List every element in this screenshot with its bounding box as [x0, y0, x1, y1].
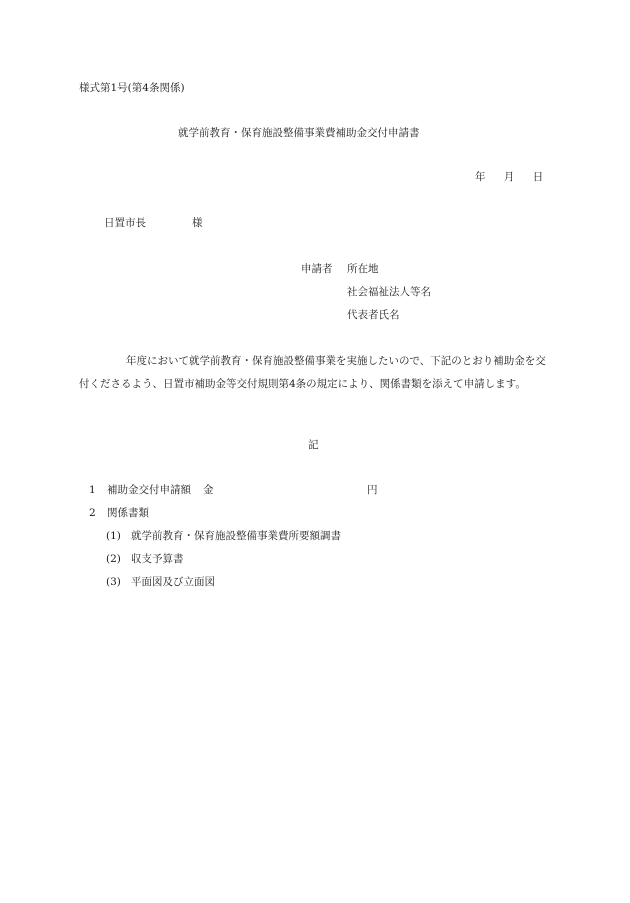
addressee-honorific: 様 [192, 217, 203, 229]
date-line [475, 172, 543, 183]
sub-item-cost-statement [106, 531, 341, 542]
list-item-number: 1 [89, 484, 96, 496]
sub-item-number: (1) [106, 530, 121, 542]
sub-item-budget [106, 554, 184, 565]
date-year: 年 [475, 171, 486, 183]
addressee [104, 218, 203, 229]
sub-item-number: (2) [106, 553, 121, 565]
sub-item-label: 就学前教育・保育施設整備事業費所要額調書 [131, 530, 341, 542]
document-title: 就学前教育・保育施設整備事業費補助金交付申請書 [178, 127, 420, 139]
applicant-corporation-field: 社会福祉法人等名 [347, 286, 431, 298]
sub-item-label: 平面図及び立面図 [131, 576, 215, 588]
date-month: 月 [503, 171, 515, 183]
sub-item-label: 収支予算書 [131, 553, 184, 565]
addressee-name: 日置市長 [104, 217, 146, 229]
applicant-label: 申請者 [301, 263, 333, 275]
list-item-label: 関係書類 [107, 507, 149, 519]
form-number: 様式第1号(第4条関係) [79, 82, 185, 94]
date-day: 日 [532, 171, 544, 183]
list-item-application-amount [89, 484, 378, 496]
list-item-related-documents [89, 508, 149, 519]
sub-item-drawings [106, 577, 215, 588]
list-item-number: 2 [89, 507, 96, 519]
amount-prefix: 金 [203, 484, 214, 496]
application-body-text: 年度において就学前教育・保育施設整備事業を実施したいので、下記のとおり補助金を交付くださるよう、日置市補助金等交付規則第4条の規定により、関係書類を添えて申請します。 [79, 355, 546, 390]
sub-item-number: (3) [106, 576, 121, 588]
applicant-representative-field: 代表者氏名 [347, 309, 400, 321]
ki-heading: 記 [308, 439, 319, 451]
list-item-label: 補助金交付申請額 [107, 484, 191, 496]
amount-suffix: 円 [367, 484, 378, 496]
applicant-address-field: 所在地 [347, 263, 379, 275]
